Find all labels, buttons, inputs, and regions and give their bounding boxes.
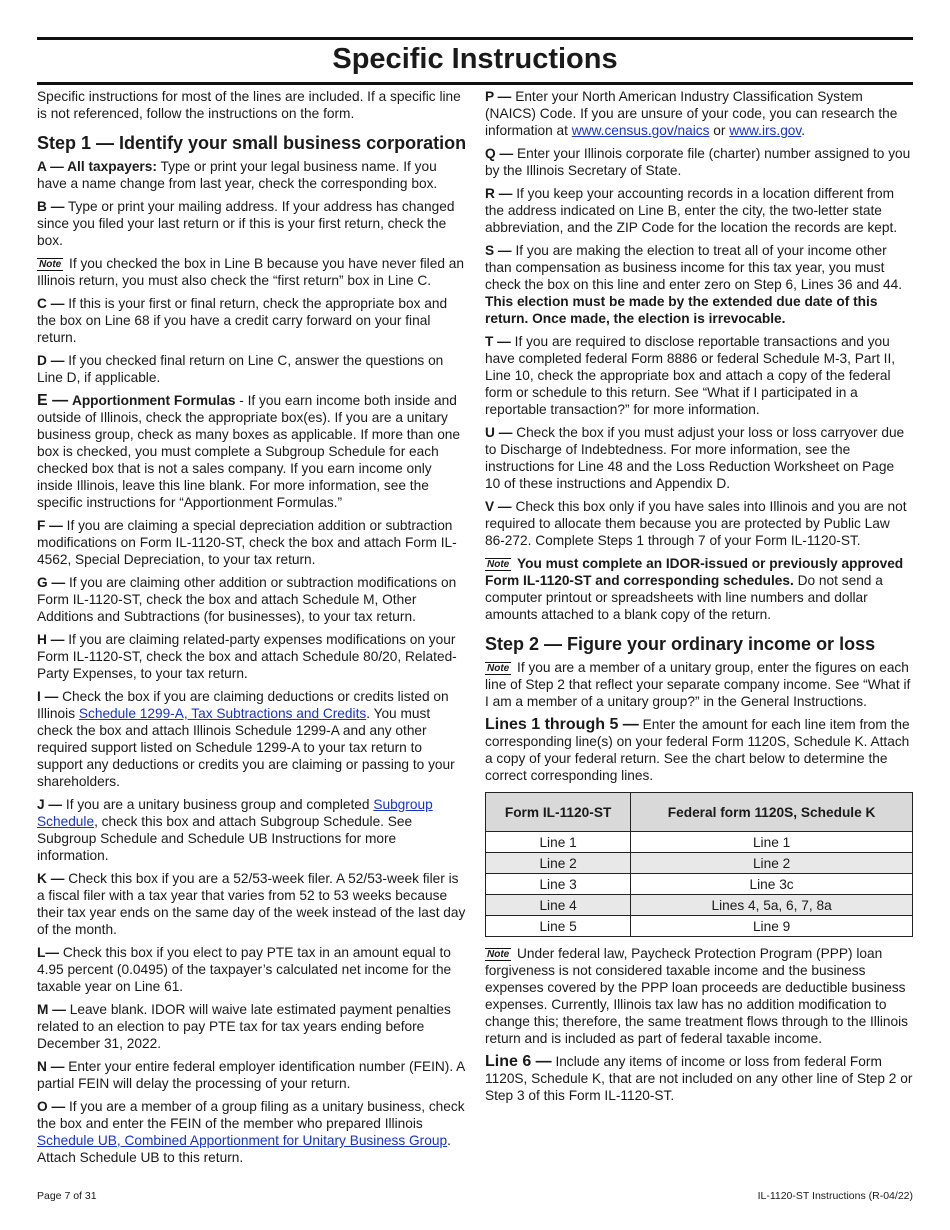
line-r: R — If you keep your accounting records in a location different from the address indicated on Line B, enter the city, the two-letter state abbreviation, and the ZIP Code for the location the records are kept.	[485, 186, 898, 235]
intro-paragraph: Specific instructions for most of the lines are included. If a specific line is not referenced, follow the instructions on the form.	[37, 89, 461, 121]
line-a: A — All taxpayers: Type or print your legal business name. If you have a name change from last year, check the corresponding box.	[37, 159, 438, 191]
schedule-1299a-link[interactable]: Schedule 1299-A, Tax Subtractions and Credits	[78, 706, 367, 721]
line-s: S — If you are making the election to treat all of your income other than compensation as business income for this tax year, you must check the box on this line and enter zero on Step 6, Lines 36 and 44. This election must be made by the extended due date of this return. Once made, the election is irrevocable.	[485, 243, 902, 326]
subgroup-schedule-link[interactable]: Subgroup Schedule	[37, 797, 433, 829]
table-cell: Line 2	[631, 853, 913, 874]
page-number: Page 7 of 31	[37, 1190, 97, 1202]
line-h: H — If you are claiming related-party expenses modifications on your Form IL-1120-ST, check the box and attach Schedule 80/20, Related-Party Expenses, to your tax return.	[37, 632, 457, 681]
line-v: V — Check this box only if you have sales into Illinois and you are not required to allocate them because you are protected by Public Law 86-272. Complete Steps 1 through 7 of your Form IL-1120-ST.	[485, 499, 907, 548]
table-row	[486, 916, 913, 937]
line-i: I — Check the box if you are claiming deductions or credits listed on Illinois Schedule 1299-A, Tax Subtractions and Credits. You must check the box and attach Illinois Schedule 1299-A and any other required support listed on Schedule 1299-A to your tax return to support any deductions or credits you are claiming or passing to your shareholders.	[37, 689, 455, 789]
step2-heading: Step 2 — Figure your ordinary income or loss	[485, 634, 876, 654]
table-cell: Line 3	[486, 874, 631, 895]
schedule-ub-link[interactable]: Schedule UB, Combined Apportionment for Unitary Business Group	[37, 1133, 448, 1148]
line-m: M — Leave blank. IDOR will waive late estimated payment penalties related to an election to pay PTE tax for tax years ending before December 31, 2022.	[37, 1002, 451, 1051]
line-g: G — If you are claiming other addition or subtraction modifications on Form IL-1120-ST, check the box and attach Schedule M, Other Additions and Subtractions (for businesses), to your tax return.	[37, 575, 457, 624]
table-header: Form IL-1120-ST	[486, 793, 631, 832]
note-icon: Note	[487, 949, 510, 960]
line-l: L— Check this box if you elect to pay PTE tax in an amount equal to 4.95 percent (0.0495) of the taxpayer’s calculated net income for the taxable year on Line 61.	[37, 945, 452, 994]
step1-heading: Step 1 — Identify your small business corporation	[37, 133, 467, 153]
idor-form-note: Note You must complete an IDOR-issued or previously approved Form IL-1120-ST and corresponding schedules. Do not send a computer printout or spreadsheets with line numbers and dollar amounts attached to a blank copy of the return.	[485, 556, 904, 622]
line-f: F — If you are claiming a special depreciation addition or subtraction modifications on Form IL-1120-ST, check the box and attach Form IL-4562, Special Depreciation, to your tax return.	[37, 518, 457, 567]
table-row	[486, 853, 913, 874]
table-cell: Line 1	[631, 832, 913, 853]
line-b: B — Type or print your mailing address. If your address has changed since you filed your last return or if this is your first return, check the box.	[37, 199, 455, 248]
table-cell: Line 5	[486, 916, 631, 937]
table-cell: Line 2	[486, 853, 631, 874]
line-c: C — If this is your first or final return, check the appropriate box and the box on Line 68 if you have a credit carry forward on your final return.	[37, 296, 448, 345]
right-column	[485, 88, 913, 1110]
irs-link[interactable]: www.irs.gov	[729, 123, 802, 138]
table-row	[486, 874, 913, 895]
table-cell: Line 4	[486, 895, 631, 916]
note-icon: Note	[487, 559, 510, 570]
note-icon: Note	[39, 259, 62, 270]
left-column	[37, 88, 467, 1172]
line-j: J — If you are a unitary business group and completed Subgroup Schedule, check this box and attach Subgroup Schedule. See Subgroup Schedule and Schedule UB Instructions for more information.	[37, 797, 433, 863]
line-o: O — If you are a member of a group filing as a unitary business, check the box and enter the FEIN of the member who prepared Illinois Schedule UB, Combined Apportionment for Unitary Business Group. Attach Schedule UB to this return.	[37, 1099, 465, 1165]
table-row	[486, 895, 913, 916]
line-q: Q — Enter your Illinois corporate file (charter) number assigned to you by the Illinois Secretary of State.	[485, 146, 911, 178]
line-k: K — Check this box if you are a 52/53-week filer. A 52/53-week filer is a fiscal filer with a tax year that varies from 52 to 53 weeks because their tax year ends on the same day of the week instead of the last day of the month.	[37, 871, 466, 937]
form-revision: IL-1120-ST Instructions (R-04/22)	[757, 1190, 913, 1202]
line-d: D — If you checked final return on Line C, answer the questions on Line D, if applicable.	[37, 353, 444, 385]
table-cell: Line 3c	[631, 874, 913, 895]
ppp-note: Note Under federal law, Paycheck Protection Program (PPP) loan forgiveness is not considered taxable income and the business expenses covered by the PPP loan proceeds are deductible business expenses. Currently, Illinois tax law has no addition modification to change this; therefore, the same treatment flows through to the Illinois return and is included as part of federal taxable income.	[485, 946, 909, 1046]
table-cell: Lines 4, 5a, 6, 7, 8a	[631, 895, 913, 916]
table-cell: Line 9	[631, 916, 913, 937]
table-row	[486, 832, 913, 853]
lines-1-5: Lines 1 through 5 — Enter the amount for each line item from the corresponding line(s) on your federal Form 1120S, Schedule K. Attach a copy of your federal return. See the chart below to determine the correct corresponding lines.	[485, 716, 910, 783]
line-n: N — Enter your entire federal employer identification number (FEIN). A partial FEIN will delay the processing of your return.	[37, 1059, 465, 1091]
line-6: Line 6 — Include any items of income or loss from federal Form 1120S, Schedule K, that are not included on any other line of Step 2 or Step 3 of this Form IL-1120-ST.	[485, 1053, 913, 1103]
line-u: U — Check the box if you must adjust your loss or loss carryover due to Discharge of Indebtedness. For more information, see the instructions for Line 48 and the Loss Reduction Worksheet on Page 10 of these instructions and Appendix D.	[485, 425, 905, 491]
top-rule	[37, 37, 913, 40]
step2-note: Note If you are a member of a unitary group, enter the figures on each line of Step 2 that reflect your separate company income. See “What if I am a member of a unitary group?” in the General Instructions.	[485, 660, 911, 709]
note-icon: Note	[487, 663, 510, 674]
line-e: E — Apportionment Formulas - If you earn income both inside and outside of Illinois, check the appropriate box(es). If you are a unitary business group, check as many boxes as applicable. If more than one box is checked, you must complete a Subgroup Schedule for each checked box that is not a sales company. If you earn income only inside Illinois, leave this line blank. For more information, see the specific instructions for “Apportionment Formulas.”	[37, 392, 461, 510]
line-b-note: Note If you checked the box in Line B because you have never filed an Illinois return, you must also check the “first return” box in Line C.	[37, 256, 464, 288]
line-correspondence-table	[485, 792, 913, 937]
table-cell: Line 1	[486, 832, 631, 853]
line-p: P — Enter your North American Industry Classification System (NAICS) Code. If you are unsure of your code, you can research the information at www.census.gov/naics or www.irs.gov.	[485, 89, 898, 138]
page-title: Specific Instructions	[332, 43, 618, 75]
title-rule	[37, 82, 913, 85]
line-t: T — If you are required to disclose reportable transactions and you have completed federal Form 8886 or federal Schedule M-3, Part II, Line 10, check the appropriate box and attach a copy of the federal form or schedule to this return. See “What if I participated in a reportable transaction?” for more information.	[485, 334, 896, 417]
census-naics-link[interactable]: www.census.gov/naics	[571, 123, 710, 138]
table-header: Federal form 1120S, Schedule K	[631, 793, 913, 832]
